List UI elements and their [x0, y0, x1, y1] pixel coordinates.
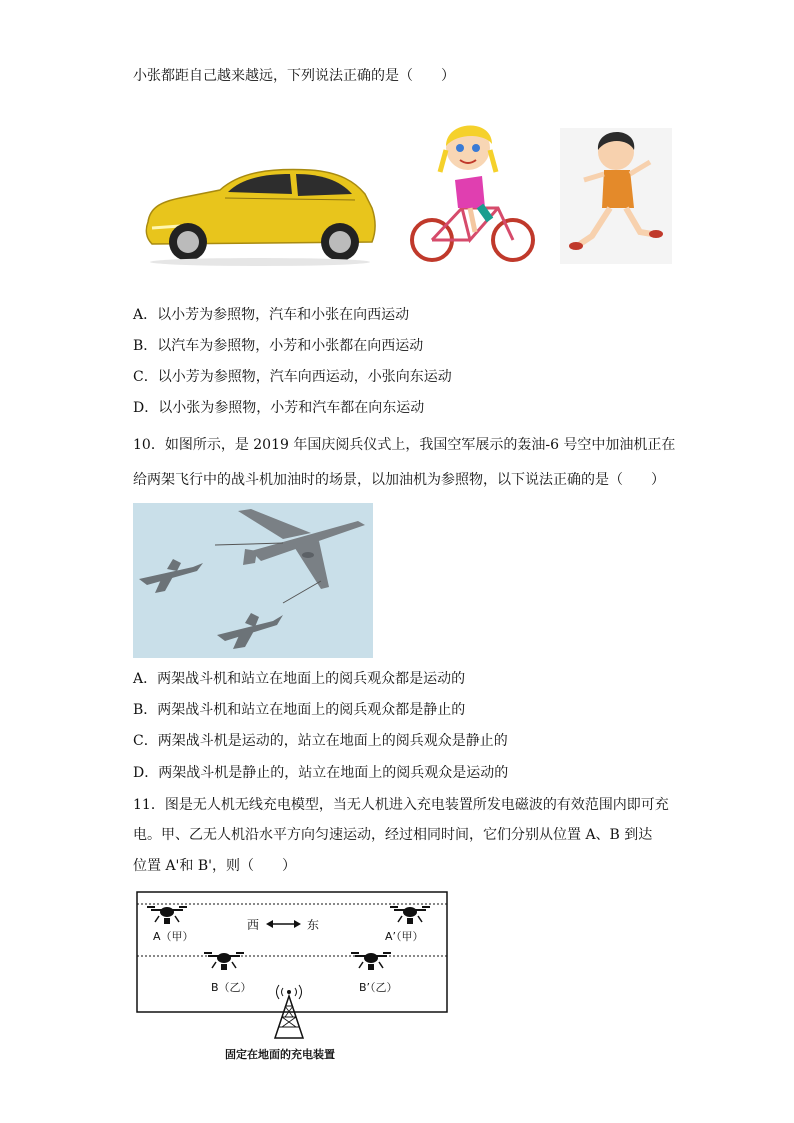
- q10-refueling-photo: [133, 503, 373, 658]
- label-a: A（甲）: [153, 930, 194, 943]
- charging-device-caption: 固定在地面的充电装置: [225, 1048, 335, 1061]
- drone-a-icon: [147, 907, 187, 924]
- west-east-arrow-icon: [266, 920, 301, 928]
- q9-option-c: C．以小芳为参照物，汽车向西运动，小张向东运动: [133, 369, 452, 385]
- q11-drone-diagram: [133, 888, 453, 1060]
- q10-stem-line2: 给两架飞行中的战斗机加油时的场景，以加油机为参照物，以下说法正确的是（ ）: [133, 472, 665, 488]
- drone-a-prime-icon: [390, 907, 430, 924]
- q9-stem: 小张都距自己越来越远，下列说法正确的是（ ）: [133, 68, 455, 84]
- east-label: 东: [307, 918, 320, 932]
- west-label: 西: [247, 918, 260, 932]
- q10-option-b: B．两架战斗机和站立在地面上的阅兵观众都是静止的: [133, 702, 466, 718]
- q9-illustration: [140, 110, 680, 270]
- drone-b-icon: [204, 953, 244, 970]
- drone-b-prime-icon: [351, 953, 391, 970]
- q11-stem-line2: 电。甲、乙无人机沿水平方向匀速运动，经过相同时间，它们分别从位置 A、B 到达: [133, 827, 653, 843]
- q10-option-a: A．两架战斗机和站立在地面上的阅兵观众都是运动的: [133, 671, 466, 687]
- q9-option-b: B．以汽车为参照物，小芳和小张都在向西运动: [133, 338, 424, 354]
- q10-stem-line1: 10．如图所示，是 2019 年国庆阅兵仪式上，我国空军展示的轰油-6 号空中加油机正在: [133, 437, 676, 453]
- q10-option-c: C．两架战斗机是运动的，站立在地面上的阅兵观众是静止的: [133, 733, 508, 749]
- yellow-car-image: [146, 170, 375, 266]
- q9-option-a: A．以小芳为参照物，汽车和小张在向西运动: [133, 307, 410, 323]
- label-a-prime: A’（甲）: [385, 930, 424, 943]
- label-b: B（乙）: [211, 981, 252, 994]
- q11-stem-line1: 11．图是无人机无线充电模型，当无人机进入充电装置所发电磁波的有效范围内即可充: [133, 797, 669, 813]
- q11-stem-line3: 位置 A'和 B'，则（ ）: [133, 858, 296, 874]
- q9-option-d: D．以小张为参照物，小芳和汽车都在向东运动: [133, 400, 425, 416]
- q10-option-d: D．两架战斗机是静止的，站立在地面上的阅兵观众是运动的: [133, 765, 509, 781]
- running-girl-image: [560, 128, 672, 264]
- label-b-prime: B’（乙）: [359, 981, 398, 994]
- girl-on-bicycle-image: [412, 125, 533, 260]
